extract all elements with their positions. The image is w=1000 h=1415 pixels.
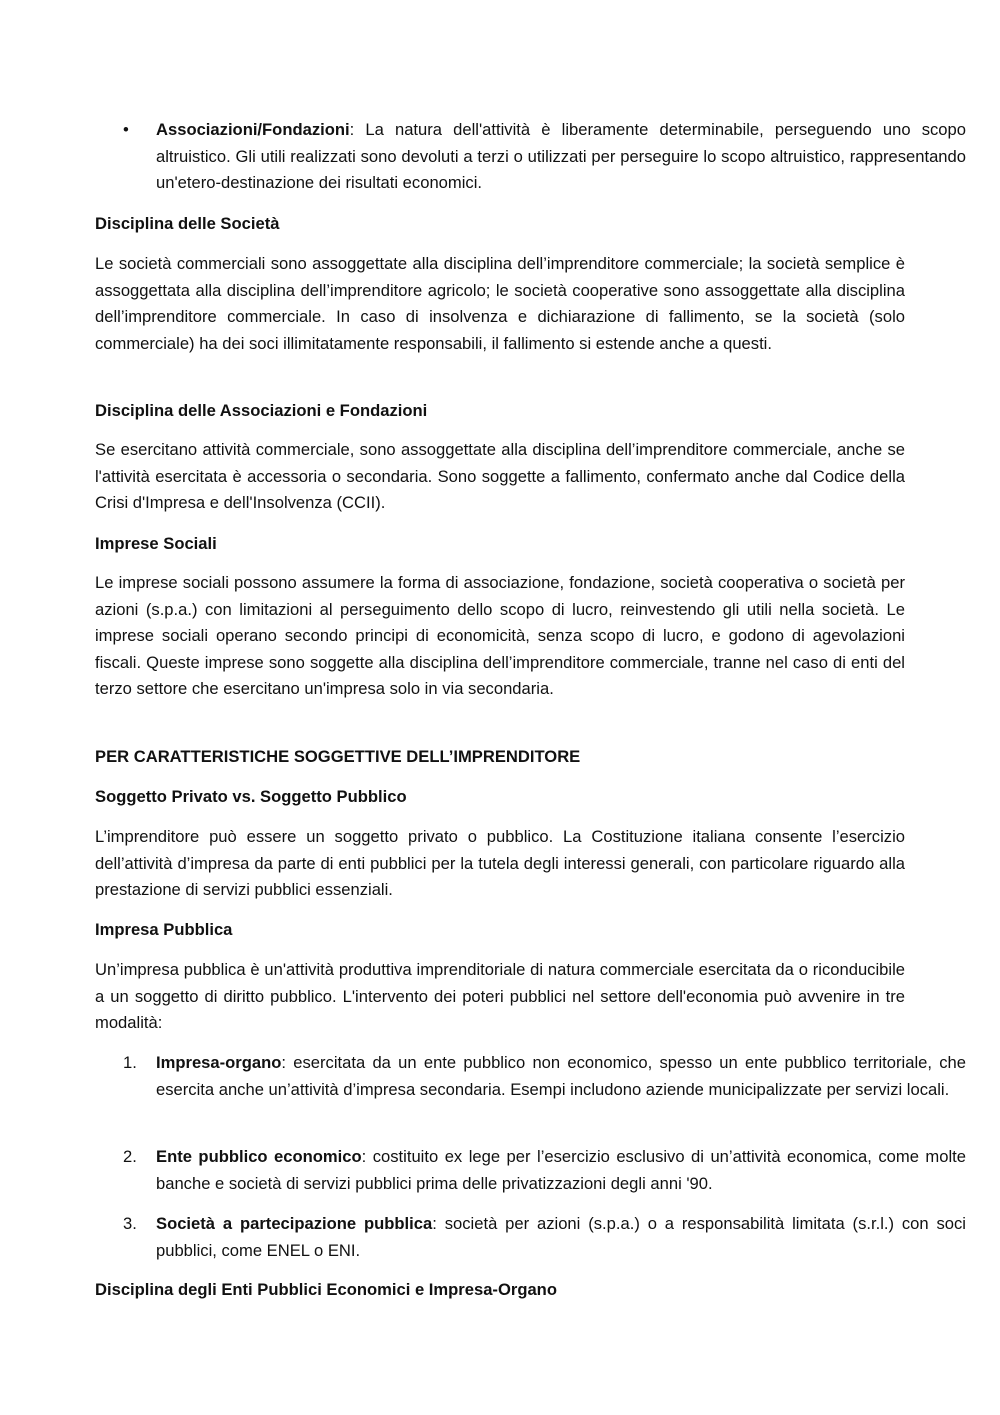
paragraph-impresa-pubblica: Un’impresa pubblica è un'attività produttiva imprenditoriale di natura commerciale esercitata da o riconducibile a un soggetto di diritto pubblico. L'intervento dei poteri pubblici nel settore dell'economia può avvenire in tre modalità:	[95, 960, 905, 1033]
list-number: 3.	[123, 1214, 137, 1233]
paragraph-disciplina-associazioni: Se esercitano attività commerciale, sono assoggettate alla disciplina dell’imprenditore commerciale, anche se l'attività esercitata è accessoria o secondaria. Sono soggette a fallimento, confermato anche dal Codice della Crisi d'Impresa e dell'Insolvenza (CCII).	[95, 440, 905, 513]
heading-disciplina-enti-pubblici: Disciplina degli Enti Pubblici Economici e Impresa-Organo	[95, 1280, 557, 1299]
list-item-text: : società per azioni (s.p.a.) o a responsabilità limitata (s.r.l.) con soci pubblici, come ENEL o ENI.	[156, 1214, 966, 1260]
paragraph-imprese-sociali: Le imprese sociali possono assumere la forma di associazione, fondazione, società cooperativa o società per azioni (s.p.a.) con limitazioni al perseguimento dello scopo di lucro, reinvestendo gli utili nella società. Le imprese sociali operano secondo principi di economicità, senza scopo di lucro, e godono di agevolazioni fiscali. Queste imprese sono soggette alla disciplina dell’imprenditore commerciale, tranne nel caso di enti del terzo settore che esercitano un'impresa solo in via secondaria.	[95, 573, 905, 699]
list-item-text: : costituito ex lege per l’esercizio esclusivo di un’attività economica, come molte banche e società di servizi pubblici prima delle privatizzazioni degli anni '90.	[156, 1147, 966, 1193]
numbered-list-item	[95, 1050, 966, 1103]
list-item-term: Società a partecipazione pubblica	[156, 1214, 433, 1233]
bullet-term: Associazioni/Fondazioni	[156, 120, 350, 139]
list-number: 2.	[123, 1147, 137, 1166]
heading-impresa-pubblica: Impresa Pubblica	[95, 920, 233, 939]
bullet-marker: •	[123, 120, 129, 139]
numbered-list-item	[95, 1211, 966, 1264]
paragraph-soggetto-privato-pubblico: L’imprenditore può essere un soggetto privato o pubblico. La Costituzione italiana consente l’esercizio dell’attività d’impresa da parte di enti pubblici per la tutela degli interessi generali, con particolare riguardo alla prestazione di servizi pubblici essenziali.	[95, 827, 905, 900]
heading-disciplina-societa: Disciplina delle Società	[95, 214, 280, 233]
heading-caratteristiche-soggettive: PER CARATTERISTICHE SOGGETTIVE DELL’IMPRENDITORE	[95, 747, 581, 766]
paragraph-disciplina-societa: Le società commerciali sono assoggettate alla disciplina dell’imprenditore commerciale; la società semplice è assoggettata alla disciplina dell’imprenditore agricolo; le società cooperative sono assoggettate alla disciplina dell’imprenditore commerciale. In caso di insolvenza e dichiarazione di fallimento, se la società (solo commerciale) ha dei soci illimitatamente responsabili, il fallimento si estende anche a questi.	[95, 254, 905, 353]
numbered-list-item	[95, 1144, 966, 1197]
heading-soggetto-privato-pubblico: Soggetto Privato vs. Soggetto Pubblico	[95, 787, 407, 806]
list-number: 1.	[123, 1053, 137, 1072]
list-item-term: Impresa-organo	[156, 1053, 282, 1072]
bullet-list-item	[95, 117, 966, 197]
heading-disciplina-associazioni: Disciplina delle Associazioni e Fondazioni	[95, 401, 428, 420]
list-item-text: : esercitata da un ente pubblico non economico, spesso un ente pubblico territoriale, che esercita anche un’attività d’impresa secondaria. Esempi includono aziende municipalizzate per servizi locali.	[156, 1053, 966, 1099]
heading-imprese-sociali: Imprese Sociali	[95, 534, 217, 553]
bullet-text: : La natura dell'attività è liberamente determinabile, perseguendo uno scopo altruistico. Gli utili realizzati sono devoluti a terzi o utilizzati per perseguire lo scopo altruistico, rappresentando un'etero-destinazione dei risultati economici.	[156, 120, 966, 193]
list-item-term: Ente pubblico economico	[156, 1147, 362, 1166]
